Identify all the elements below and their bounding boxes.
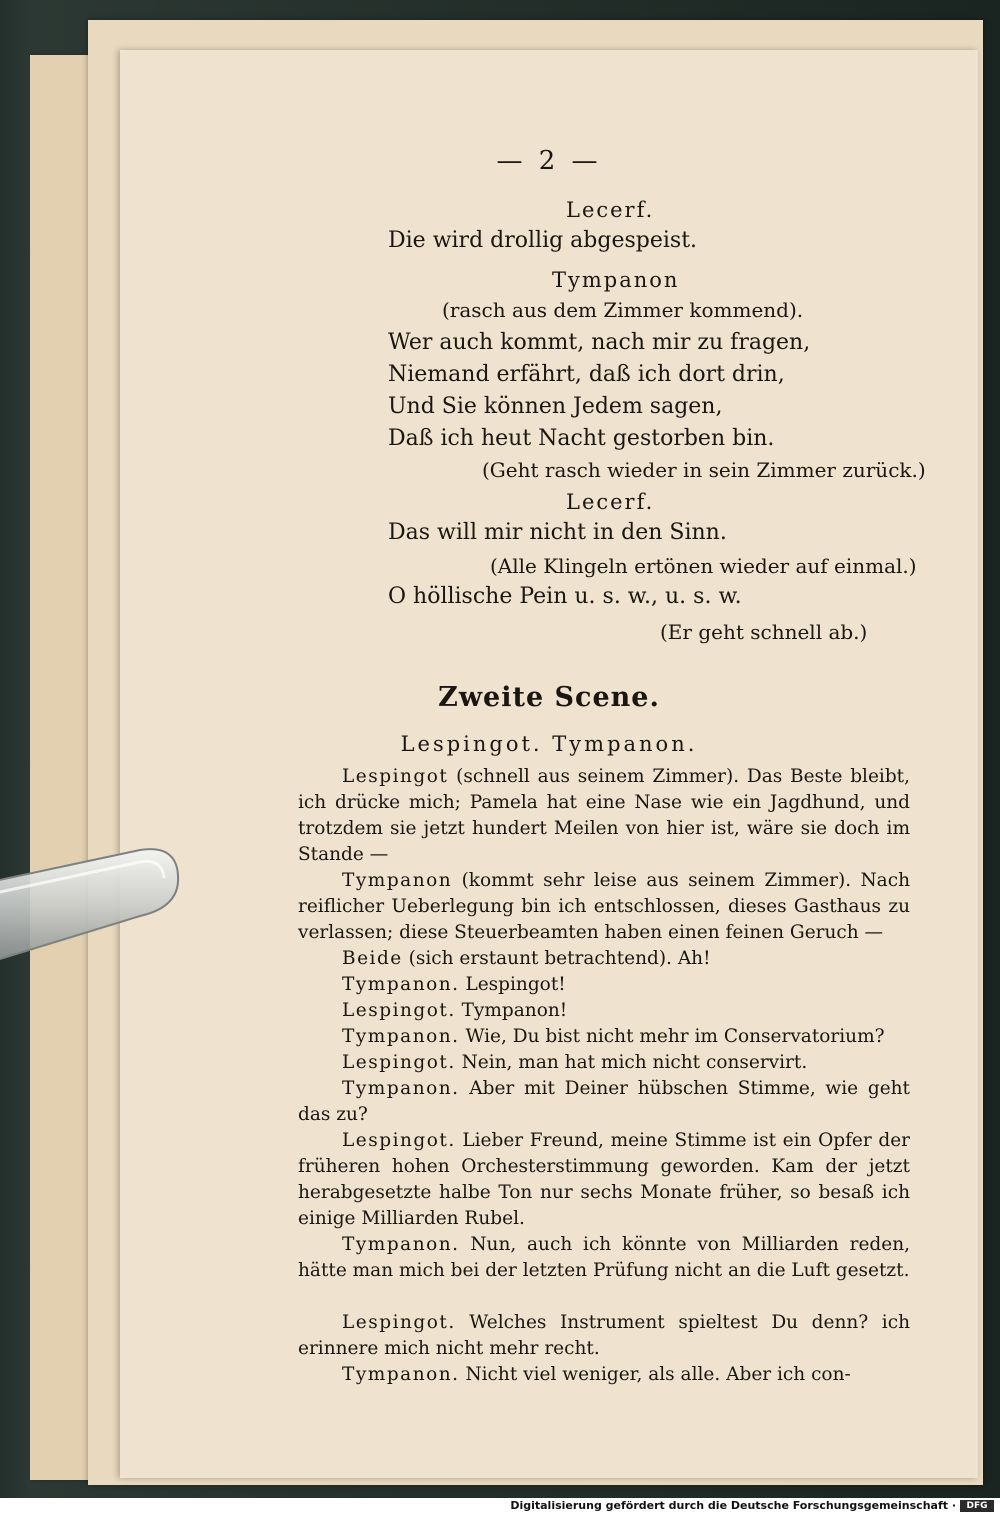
dialogue-paragraph [298, 868, 910, 946]
dfg-logo: DFG [960, 1500, 994, 1512]
speaker-name: Tympanon. [342, 1078, 460, 1099]
dialogue-line: Die wird drollig abgespeist. [388, 228, 698, 253]
stage-direction: (Er geht schnell ab.) [660, 620, 868, 644]
speaker-lecerf: Lecerf. [566, 198, 655, 222]
stage-direction: (Alle Klingeln ertönen wieder auf einmal.) [490, 554, 917, 578]
paragraph-text: Nun, auch ich könnte von Milliarden reden, hätte man mich bei der letzten Prüfung nicht an die Luft gesetzt. [298, 1234, 910, 1281]
speaker-name: Lespingot [342, 766, 449, 787]
dialogue-paragraph [298, 946, 910, 972]
speaker-name: Lespingot. [342, 1130, 456, 1151]
dialogue-paragraph [298, 1050, 910, 1076]
speaker-name: Lespingot. [342, 1000, 456, 1021]
footer-credit: Digitalisierung gefördert durch die Deutsche Forschungsgemeinschaft · [510, 1499, 956, 1512]
paragraph-text: Tympanon! [455, 1000, 568, 1021]
digitization-footer [0, 1498, 1000, 1515]
page-number: — 2 — [496, 146, 602, 176]
paragraph-text: (kommt sehr leise aus seinem Zimmer). Nach reiflicher Ueberlegung bin ich entschlossen, dieses Gasthaus zu verlassen; diese Steuerbeamten haben einen feinen Geruch — [298, 870, 910, 943]
dialogue-paragraph [298, 1128, 910, 1232]
paragraph-text: Welches Instrument spieltest Du denn? ich erinnere mich nicht mehr recht. [298, 1312, 910, 1359]
book-page [120, 50, 978, 1478]
speaker-lecerf: Lecerf. [566, 490, 655, 514]
verse-line-4: Daß ich heut Nacht gestorben bin. [388, 426, 775, 451]
speaker-name: Tympanon. [342, 974, 460, 995]
scene-title: Zweite Scene. [438, 682, 660, 713]
verse-line-3: Und Sie können Jedem sagen, [388, 394, 723, 419]
speaker-tympanon: Tympanon [552, 268, 680, 292]
dialogue-paragraph [298, 1310, 910, 1362]
dialogue-paragraph [298, 998, 910, 1024]
paragraph-text: Aber mit Deiner hübschen Stimme, wie geht das zu? [298, 1078, 910, 1125]
paragraph-text: (schnell aus seinem Zimmer). Das Beste bleibt, ich drücke mich; Pamela hat eine Nase wie ein Jagdhund, und trotzdem sie jetzt hundert Meilen von hier ist, wäre sie doch im Stande — [298, 766, 910, 865]
paragraph-text: Nein, man hat mich nicht conservirt. [455, 1052, 808, 1073]
dialogue-paragraph [298, 1362, 910, 1388]
stage-direction: (Geht rasch wieder in sein Zimmer zurück.) [482, 458, 926, 482]
speaker-name: Tympanon. [342, 1234, 460, 1255]
stage-direction: (rasch aus dem Zimmer kommend). [442, 298, 804, 322]
paragraph-text: Nicht viel weniger, als alle. Aber ich con- [459, 1364, 851, 1385]
speaker-name: Tympanon [342, 870, 453, 891]
dialogue-paragraph [298, 1232, 910, 1284]
speaker-name: Tympanon. [342, 1364, 460, 1385]
dialogue-line: Das will mir nicht in den Sinn. [388, 520, 727, 545]
verse-line-1: Wer auch kommt, nach mir zu fragen, [388, 330, 811, 355]
speaker-name: Beide [342, 948, 403, 969]
dialogue-paragraph [298, 1024, 910, 1050]
speaker-name: Tympanon. [342, 1026, 460, 1047]
paragraph-text: Lieber Freund, meine Stimme ist ein Opfer der früheren hohen Orchesterstimmung geworden. Kam der jetzt herabgesetzte halbe Ton nur sechs Monate früher, so besaß ich einige Milliarden Rubel. [298, 1130, 910, 1229]
dialogue-paragraph [298, 764, 910, 868]
verse-line-2: Niemand erfährt, daß ich dort drin, [388, 362, 785, 387]
paragraph-text: (sich erstaunt betrachtend). Ah! [402, 948, 711, 969]
speaker-name: Lespingot. [342, 1312, 456, 1333]
paragraph-text: Wie, Du bist nicht mehr im Conservatorium? [459, 1026, 885, 1047]
dialogue-paragraph [298, 972, 910, 998]
dialogue-line: O höllische Pein u. s. w., u. s. w. [388, 584, 742, 609]
page-weight-tab [0, 842, 190, 982]
cast-list: Lespingot. Tympanon. [400, 732, 698, 756]
speaker-name: Lespingot. [342, 1052, 456, 1073]
dialogue-paragraph [298, 1076, 910, 1128]
paragraph-text: Lespingot! [459, 974, 566, 995]
